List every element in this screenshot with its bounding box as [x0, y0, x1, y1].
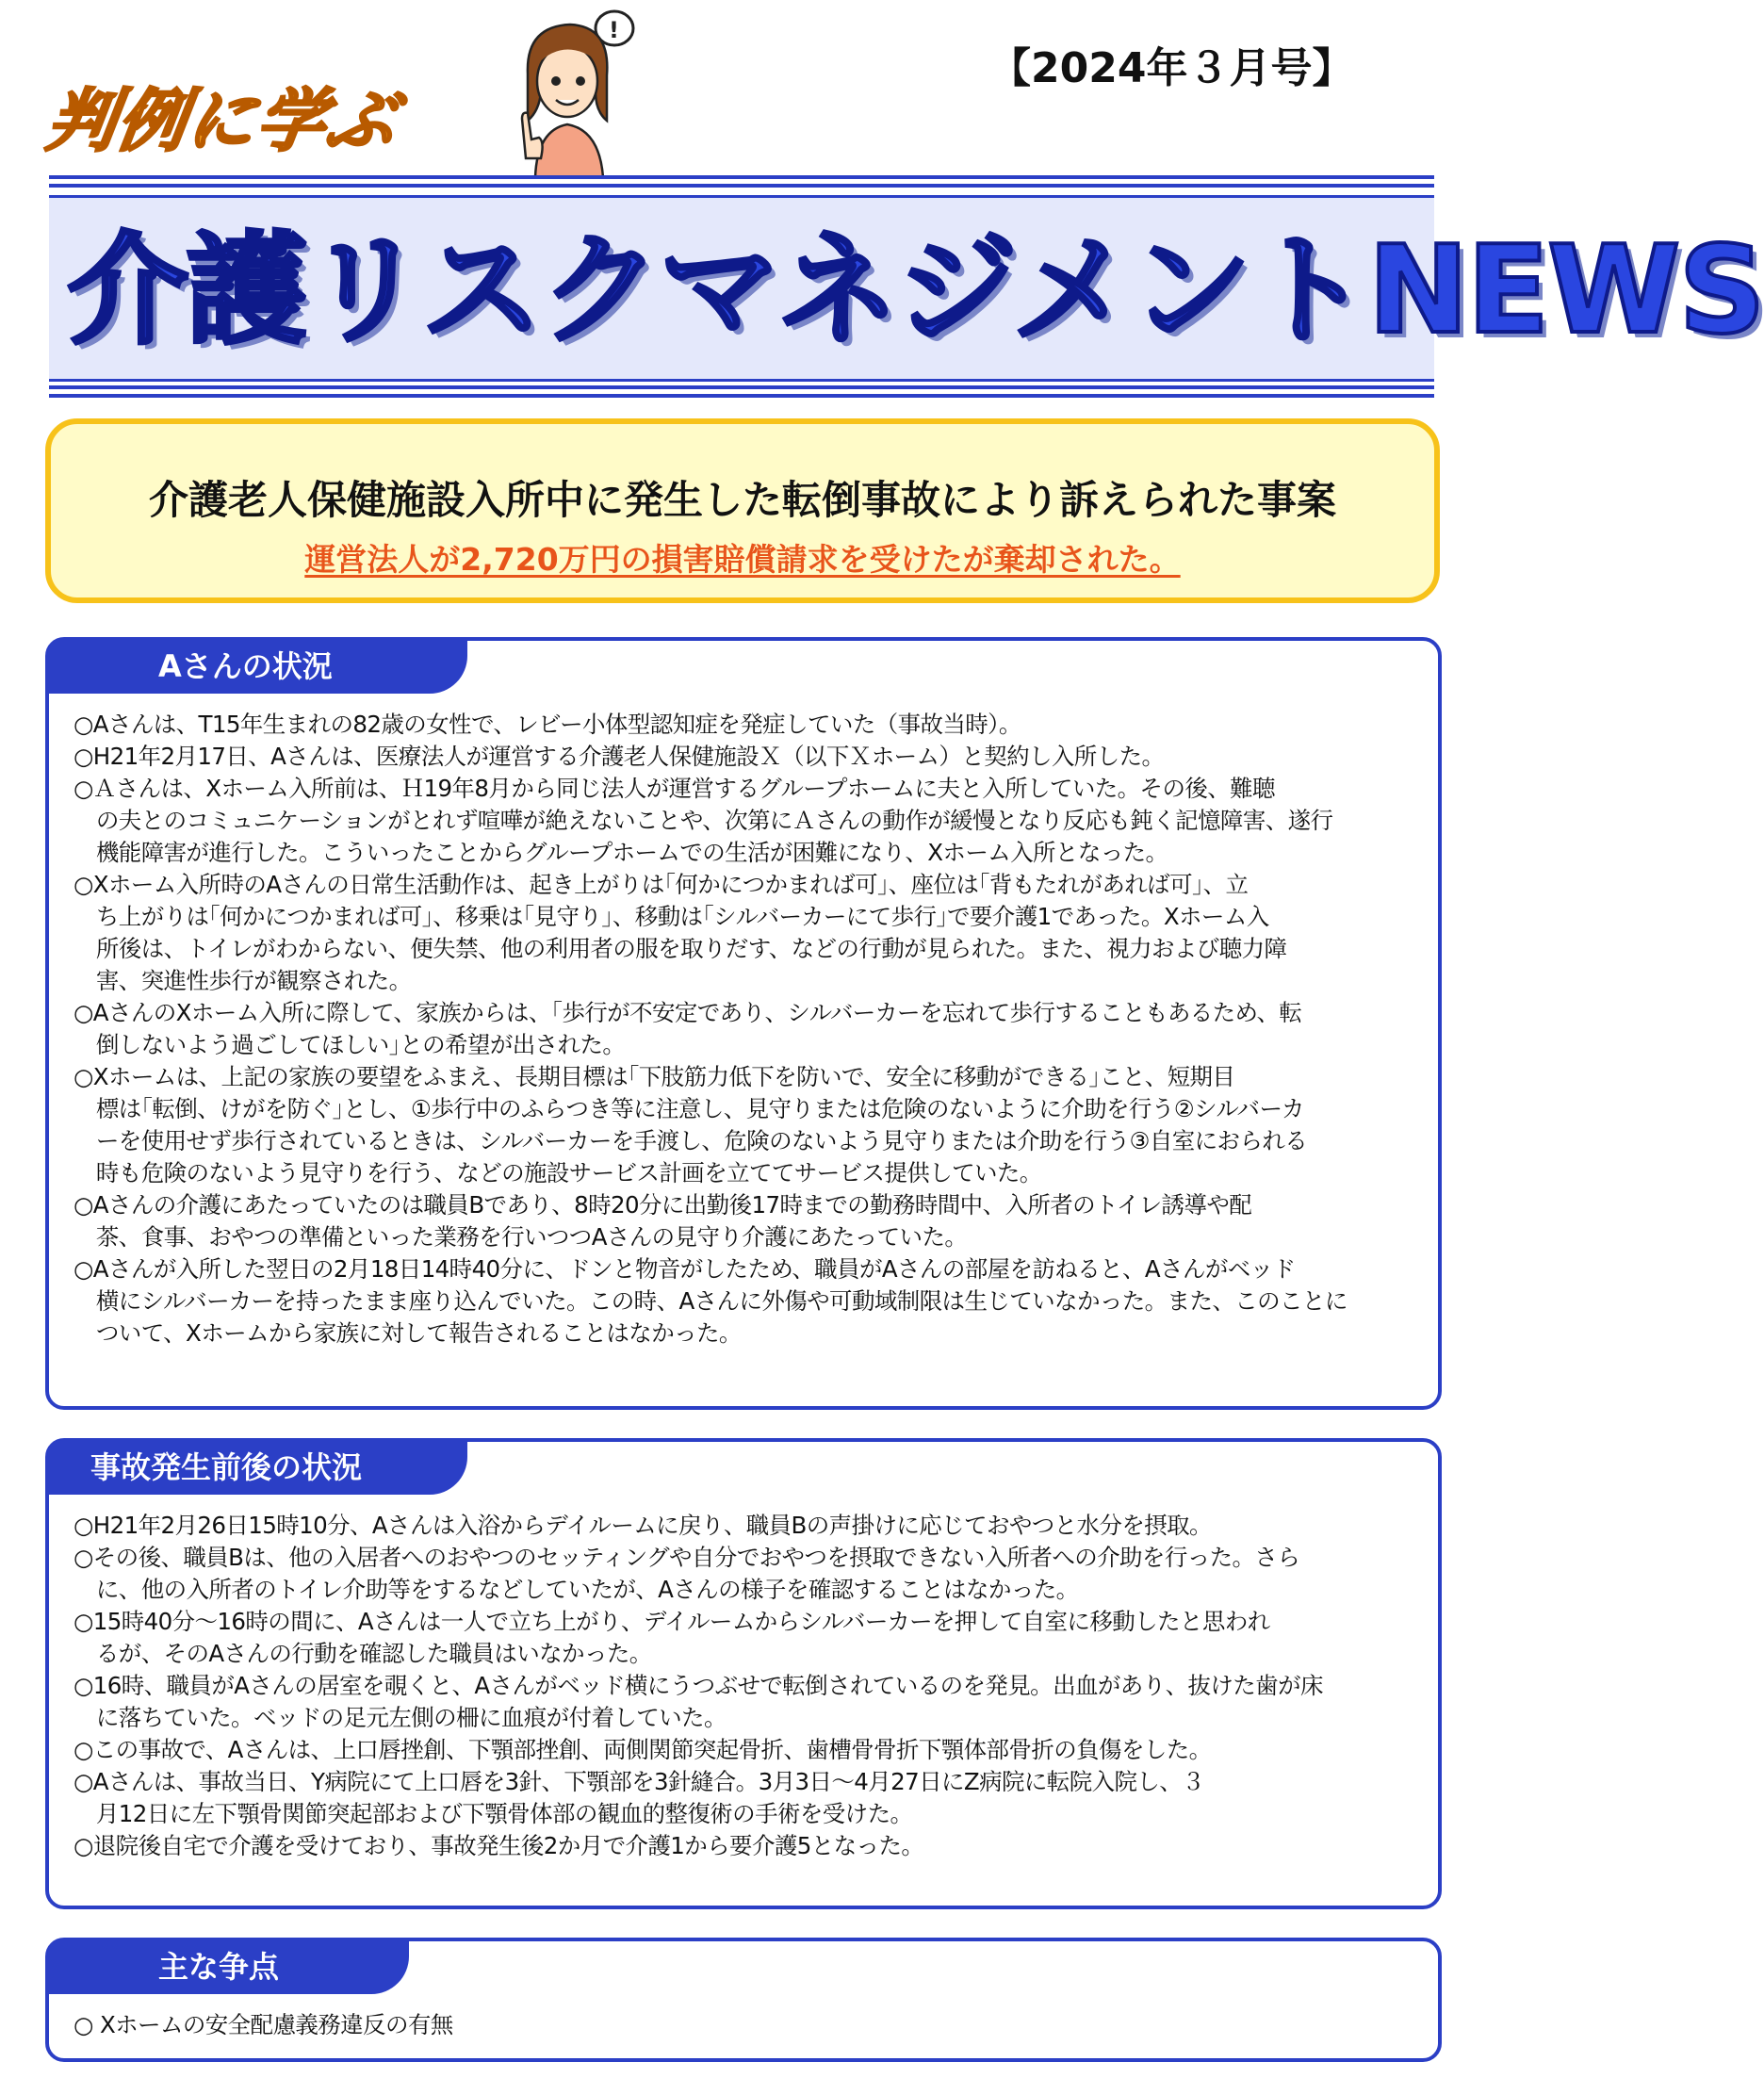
section-accident-circumstances: [45, 1438, 1442, 1909]
list-item: ○Aさんは、T15年生まれの82歳の女性で、レビー小体型認知症を発症していた（事故当時）。: [74, 711, 1021, 738]
svg-text:!: !: [609, 17, 619, 43]
list-item: ○Xホームは、上記の家族の要望をふまえ、長期目標は｢下肢筋力低下を防いで、安全に移動ができる｣こと、短期目 標は｢転倒、けがを防ぐ｣とし、①歩行中のふらつき等に注意し、見守りまたは危険のないように介助を行う②シルバーカ ーを使用せず歩行されているときは、シルバーカーを手渡し、危険のないよう見守りまたは介助を行う③自室におられる 時も危険のないよう見守りを行う、などの施設サービス計画を立ててサービス提供していた。: [74, 1063, 1308, 1186]
banner-rule-top: [49, 175, 1434, 192]
newsletter-title: 介護リスクマネジメントNEWS: [68, 221, 1764, 361]
banner-rule-bottom: [49, 385, 1434, 402]
logo-text: 判例に学ぶ: [42, 81, 403, 160]
list-item: ○AさんのXホーム入所に際して、家族からは、｢歩行が不安定であり、シルバーカーを忘れて歩行することもあるため、転 倒しないよう過ごしてほしい｣との希望が出された。: [74, 999, 1302, 1058]
list-item: ○Ａさんは、Xホーム入所前は、Ｈ19年8月から同じ法人が運営するグループホームに夫と入所していた。その後、難聴 の夫とのコミュニケーションがとれず喧嘩が絶えないことや、次第にＡさんの動作が緩慢となり反応も鈍く記憶障害、遂行 機能障害が進行した。こういったことからグループホームでの生活が困難になり、Xホーム入所となった。: [74, 775, 1333, 866]
list-item: ○H21年2月17日、Aさんは、医療法人が運営する介護老人保健施設Ｘ（以下Ｘホーム）と契約し入所した。: [74, 743, 1165, 770]
list-item: ○ Xホームの安全配慮義務違反の有無: [74, 2011, 453, 2038]
section-title: 主な争点: [47, 1939, 409, 1994]
section-main-issues: [45, 1938, 1442, 2062]
section-body: [74, 709, 1417, 1350]
list-item: ○15時40分～16時の間に、Aさんは一人で立ち上がり、デイルームからシルバーカーを押して自室に移動したと思われ るが、そのAさんの行動を確認した職員はいなかった。: [74, 1608, 1270, 1667]
list-item: ○Aさんは、事故当日、Y病院にて上口唇を3針、下顎部を3針縫合。3月3日～4月27日にZ病院に転院入院し、３ 月12日に左下顎骨関節突起部および下顎骨体部の観血的整復術の手術を受けた。: [74, 1768, 1205, 1827]
section-body: [74, 1510, 1417, 1862]
list-item: ○H21年2月26日15時10分、Aさんは入浴からデイルームに戻り、職員Bの声掛けに応じておやつと水分を摂取。: [74, 1512, 1212, 1539]
list-item: ○退院後自宅で介護を受けており、事故発生後2か月で介護1から要介護5となった。: [74, 1832, 924, 1859]
list-item: ○Xホーム入所時のAさんの日常生活動作は、起き上がりは｢何かにつかまれば可｣、座位は｢背もたれがあれば可｣、立 ち上がりは｢何かにつかまれば可｣、移乗は｢見守り｣、移動は｢シルバーカーにて歩行｣で要介護1であった。Xホーム入 所後は、トイレがわからない、便失禁、他の利用者の服を取りだす、などの行動が見られた。また、視力および聴力障 害、突進性歩行が観察された。: [74, 871, 1287, 994]
list-item: ○その後、職員Bは、他の入居者へのおやつのセッティングや自分でおやつを摂取できない入所者への介助を行った。さら に、他の入所者のトイレ介助等をするなどしていたが、Aさんの様子を確認することはなかった。: [74, 1544, 1300, 1603]
headline-box: [45, 418, 1440, 603]
list-item: ○Aさんが入所した翌日の2月18日14時40分に、ドンと物音がしたため、職員がAさんの部屋を訪ねると、Aさんがベッド 横にシルバーカーを持ったまま座り込んでいた。この時、Aさんに外傷や可動域制限は生じていなかった。また、このことに ついて、Xホームから家族に対して報告されることはなかった。: [74, 1255, 1348, 1347]
list-item: ○Aさんの介護にあたっていたのは職員Bであり、8時20分に出勤後17時までの勤務時間中、入所者のトイレ誘導や配 茶、食事、おやつの準備といった業務を行いつつAさんの見守り介護にあたっていた。: [74, 1191, 1252, 1251]
list-item: ○16時、職員がAさんの居室を覗くと、Aさんがベッド横にうつぶせで転倒されているのを発見。出血があり、抜けた歯が床 に落ちていた。ベッドの足元左側の柵に血痕が付着していた。: [74, 1672, 1323, 1731]
section-a-situation: [45, 637, 1442, 1410]
section-title: 事故発生前後の状況: [47, 1440, 467, 1495]
title-banner: [49, 195, 1764, 382]
issue-date: 【2024年３月号】: [989, 44, 1354, 92]
section-body: [74, 2009, 1417, 2041]
headline-sub: 運営法人が2,720万円の損害賠償請求を受けたが棄却された。: [304, 541, 1181, 578]
section-title: Aさんの状況: [47, 639, 467, 694]
headline-main: 介護老人保健施設入所中に発生した転倒事故により訴えられた事案: [148, 477, 1336, 523]
mascot-illustration: [509, 8, 641, 177]
list-item: ○この事故で、Aさんは、上口唇挫創、下顎部挫創、両側関節突起骨折、歯槽骨骨折下顎体部骨折の負傷をした。: [74, 1736, 1212, 1763]
